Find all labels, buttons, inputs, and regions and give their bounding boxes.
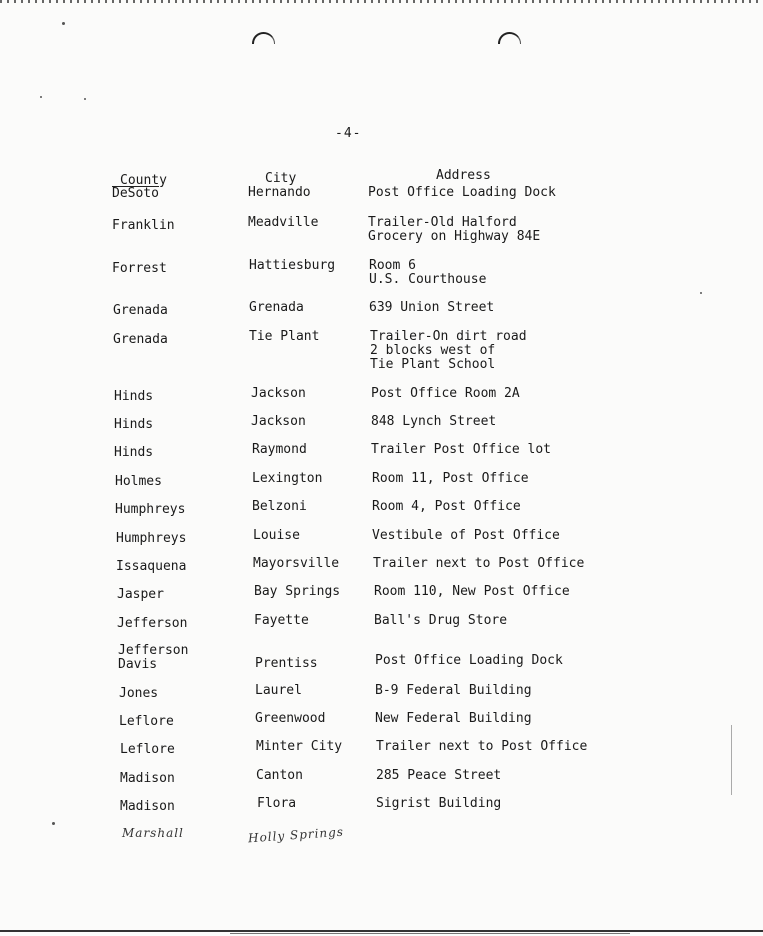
- table-row: [0, 739, 763, 757]
- address-cell: Room 4, Post Office: [372, 499, 521, 514]
- address-cell: 285 Peace Street: [376, 768, 502, 783]
- address-cell: New Federal Building: [375, 711, 532, 726]
- county-cell: Jefferson Davis: [118, 643, 189, 672]
- table-row: [0, 683, 763, 701]
- county-cell: Grenada: [113, 303, 168, 318]
- county-cell: DeSoto: [112, 186, 159, 201]
- address-cell: Trailer Post Office lot: [371, 442, 552, 457]
- address-cell: Trailer next to Post Office: [373, 556, 585, 571]
- table-row: [0, 215, 763, 244]
- table-row: [0, 528, 763, 546]
- table-row: [0, 258, 763, 287]
- address-cell: Room 110, New Post Office: [374, 584, 570, 599]
- address-cell: Post Office Loading Dock: [375, 653, 563, 668]
- address-cell: Post Office Room 2A: [371, 386, 520, 401]
- county-cell: Hinds: [114, 389, 154, 404]
- scan-bottom-edge: [0, 930, 763, 932]
- table-row: [0, 414, 763, 432]
- table-row: [0, 711, 763, 729]
- scan-margin-line: [731, 725, 732, 795]
- address-cell: Trailer next to Post Office: [376, 739, 588, 754]
- table-row: [0, 300, 763, 318]
- county-cell: Holmes: [115, 474, 162, 489]
- county-cell: Madison: [120, 799, 175, 814]
- scan-speck: [52, 822, 55, 825]
- scan-speck: [700, 292, 702, 294]
- column-header-address: Address: [436, 168, 491, 183]
- address-cell: Room 6 U.S. Courthouse: [369, 258, 487, 287]
- table-row: [0, 442, 763, 460]
- county-cell: Leflore: [120, 742, 175, 757]
- table-row: [0, 185, 763, 201]
- table-row: [0, 499, 763, 517]
- table-row: [0, 768, 763, 786]
- scan-bottom-edge-inner: [230, 933, 630, 934]
- address-cell: Room 11, Post Office: [372, 471, 529, 486]
- city-cell: Mayorsville: [253, 556, 340, 571]
- city-cell: Lexington: [252, 471, 323, 486]
- county-cell: Jones: [119, 686, 159, 701]
- address-cell: Sigrist Building: [376, 796, 502, 811]
- scan-speck: [40, 96, 42, 98]
- county-cell: Jasper: [117, 587, 164, 602]
- address-cell: 848 Lynch Street: [371, 414, 497, 429]
- county-cell: Issaquena: [116, 559, 187, 574]
- county-cell: Forrest: [112, 261, 167, 276]
- county-cell: Grenada: [113, 332, 168, 347]
- table-row: [0, 643, 763, 672]
- city-cell: Laurel: [255, 683, 302, 698]
- table-row: [0, 556, 763, 574]
- table-row: [0, 796, 763, 814]
- city-cell: Hattiesburg: [249, 258, 336, 273]
- city-cell: Raymond: [252, 442, 307, 457]
- city-cell: Hernando: [248, 185, 311, 200]
- binder-hole-mark-left: [252, 32, 275, 44]
- city-cell: Fayette: [254, 613, 309, 628]
- county-cell: Humphreys: [116, 531, 187, 546]
- city-cell: Flora: [257, 796, 297, 811]
- city-cell: Tie Plant: [249, 329, 320, 344]
- address-cell: Trailer-On dirt road 2 blocks west of Tie Plant School: [370, 329, 527, 372]
- address-cell: Post Office Loading Dock: [368, 185, 556, 200]
- city-cell: Prentiss: [255, 656, 318, 671]
- handwritten-county: Marshall: [122, 826, 184, 840]
- address-cell: B-9 Federal Building: [375, 683, 532, 698]
- handwritten-city: Holly Springs: [247, 824, 345, 846]
- city-cell: Louise: [253, 528, 300, 543]
- county-cell: Humphreys: [115, 502, 186, 517]
- county-cell: Leflore: [119, 714, 174, 729]
- page-number: -4-: [335, 126, 362, 141]
- table-row: [0, 386, 763, 404]
- city-cell: Meadville: [248, 215, 319, 230]
- county-cell: Madison: [120, 771, 175, 786]
- address-cell: Vestibule of Post Office: [372, 528, 560, 543]
- table-row: [0, 613, 763, 631]
- city-cell: Greenwood: [255, 711, 326, 726]
- county-cell: Hinds: [114, 417, 154, 432]
- scan-speck: [62, 22, 65, 25]
- scan-edge-dots: [0, 0, 763, 3]
- address-cell: Trailer-Old Halford Grocery on Highway 84E: [368, 215, 541, 244]
- county-cell: Franklin: [112, 218, 175, 233]
- city-cell: Minter City: [256, 739, 343, 754]
- city-cell: Belzoni: [252, 499, 307, 514]
- scan-speck: [84, 98, 86, 100]
- column-header-county: County: [120, 173, 167, 188]
- city-cell: Jackson: [251, 386, 306, 401]
- binder-hole-mark-right: [498, 32, 521, 44]
- address-cell: Ball's Drug Store: [374, 613, 508, 628]
- county-cell: Hinds: [114, 445, 154, 460]
- address-cell: 639 Union Street: [369, 300, 495, 315]
- city-cell: Jackson: [251, 414, 306, 429]
- table-row: [0, 584, 763, 602]
- city-cell: Grenada: [249, 300, 304, 315]
- column-header-city: City: [265, 171, 297, 186]
- county-cell: Jefferson: [117, 616, 188, 631]
- table-row: [0, 471, 763, 489]
- city-cell: Canton: [256, 768, 303, 783]
- city-cell: Bay Springs: [254, 584, 341, 599]
- table-row: [0, 329, 763, 372]
